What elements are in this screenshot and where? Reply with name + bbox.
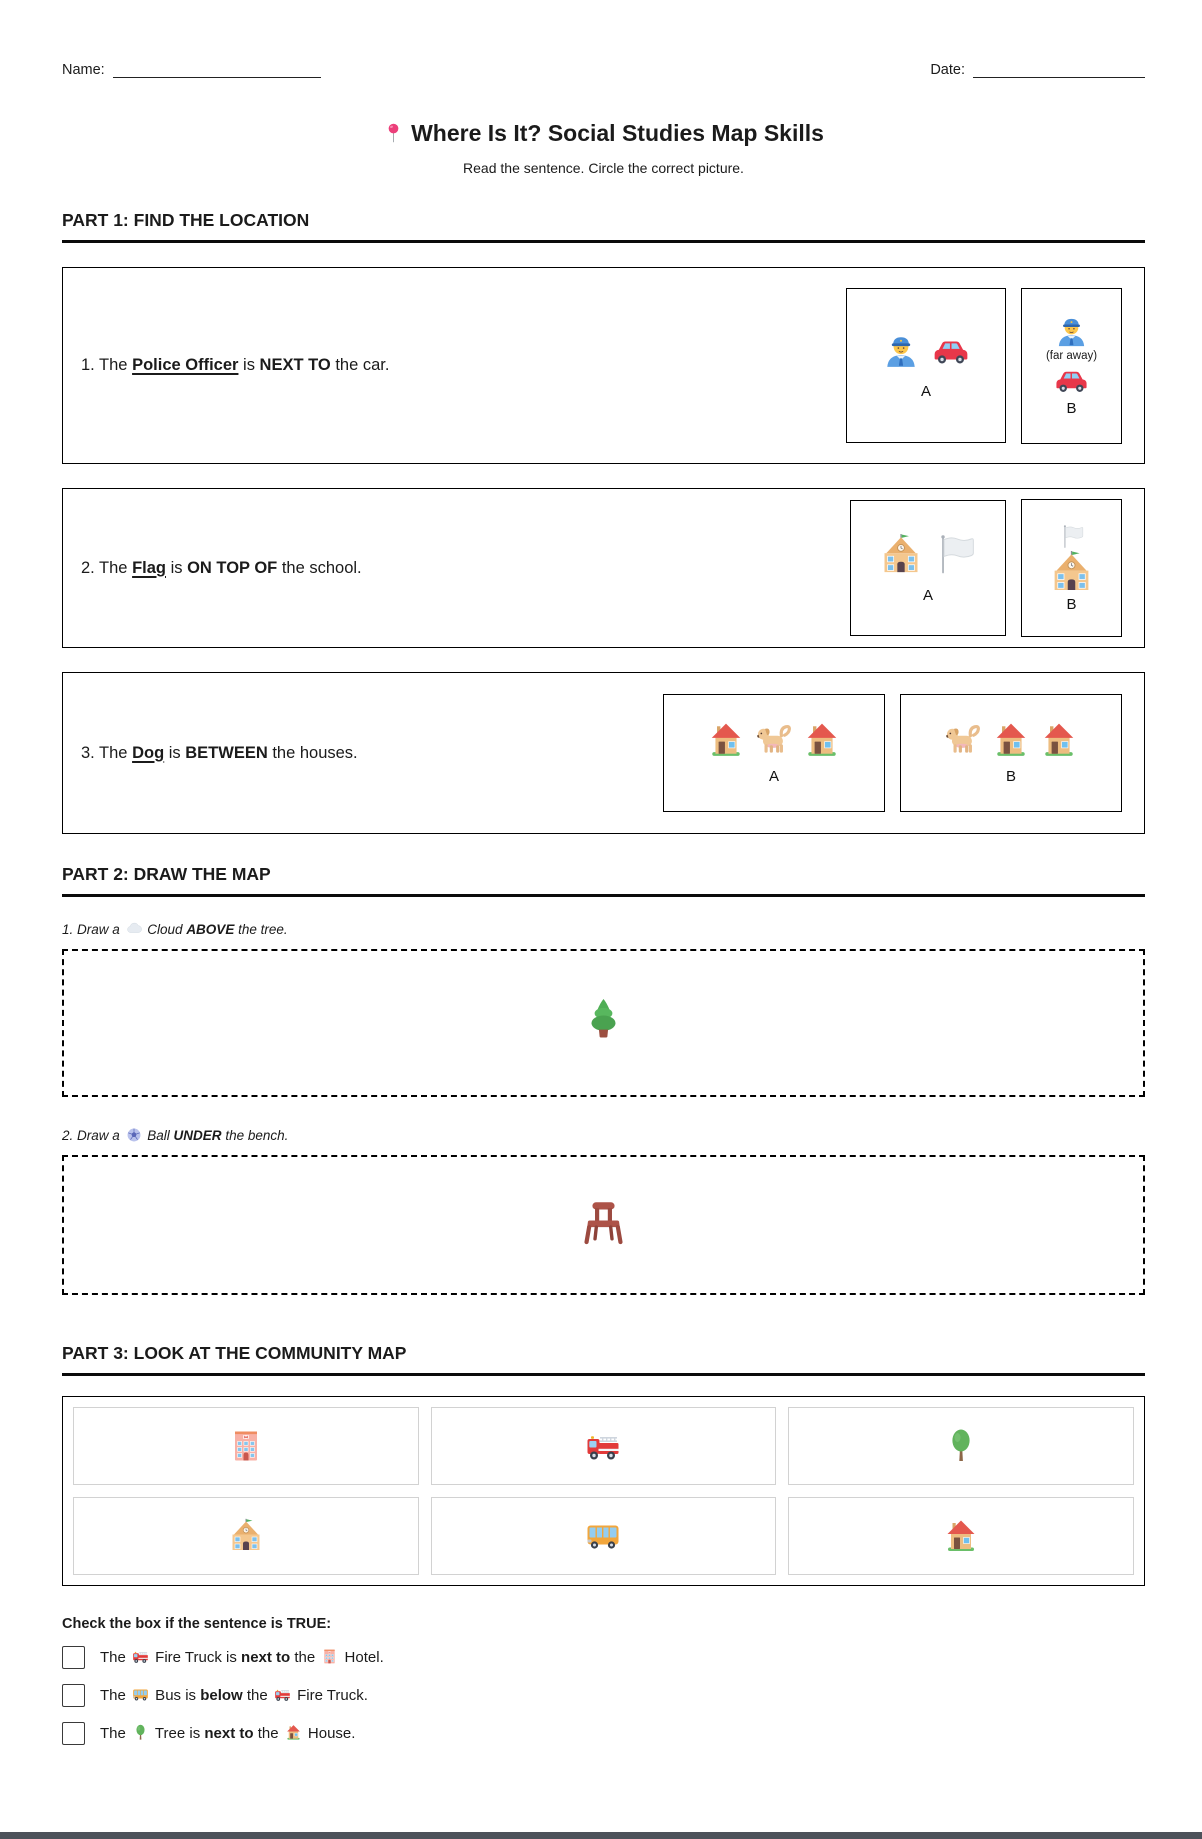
option-icons xyxy=(1054,314,1089,349)
school-icon xyxy=(879,533,923,577)
chair-icon xyxy=(580,1199,627,1246)
option-icons xyxy=(882,332,970,370)
map-cell-school xyxy=(73,1497,419,1575)
hotel-icon xyxy=(321,1648,338,1665)
option-label: B xyxy=(1005,768,1016,785)
dog-icon xyxy=(755,721,793,759)
question-2-option-a[interactable] xyxy=(850,500,1006,636)
map-cell-fire-truck xyxy=(431,1407,777,1485)
white-flag-icon xyxy=(1059,524,1085,550)
car-icon xyxy=(932,332,970,370)
question-2 xyxy=(62,488,1145,648)
date-field xyxy=(930,62,1145,78)
house-icon xyxy=(285,1724,302,1741)
dog-icon xyxy=(944,721,982,759)
option-icons xyxy=(1054,363,1089,398)
title-pin-wrap xyxy=(383,120,411,146)
question-2-options xyxy=(850,499,1122,637)
deciduous-tree-icon xyxy=(132,1724,149,1741)
header-row xyxy=(62,0,1145,78)
school-icon xyxy=(1049,550,1094,595)
option-icons xyxy=(879,533,977,577)
question-3-sentence: 3. The Dog is BETWEEN the houses. xyxy=(81,743,358,762)
part1-heading: PART 1: FIND THE LOCATION xyxy=(62,210,1145,243)
part2-heading: PART 2: DRAW THE MAP xyxy=(62,864,1145,897)
question-3-option-b[interactable] xyxy=(900,694,1122,812)
checklist-item-2 xyxy=(62,1682,1145,1708)
name-input-line[interactable] xyxy=(113,64,321,78)
question-2-sentence: 2. The Flag is ON TOP OF the school. xyxy=(81,558,362,577)
draw-area-2[interactable] xyxy=(62,1155,1145,1295)
map-cell-tree xyxy=(788,1407,1134,1485)
option-icons xyxy=(1049,550,1094,595)
draw-area-1-subject xyxy=(580,997,627,1049)
option-label: A xyxy=(768,768,779,785)
question-1-option-b[interactable] xyxy=(1021,288,1122,444)
window-bottom-edge xyxy=(0,1832,1202,1839)
checklist-item-1 xyxy=(62,1644,1145,1670)
checklist-sentence-1: The Fire Truck is next to the Hotel. xyxy=(100,1649,384,1666)
option-label: B xyxy=(1066,400,1077,417)
checklist-item-3 xyxy=(62,1720,1145,1746)
question-1-sentence: 1. The Police Officer is NEXT TO the car. xyxy=(81,356,390,374)
school-icon xyxy=(228,1518,264,1554)
draw-prompt-2: 2. Draw a Ball UNDER the bench. xyxy=(62,1128,289,1143)
community-map xyxy=(62,1396,1145,1586)
fire-truck-icon xyxy=(132,1648,149,1665)
house-icon xyxy=(992,721,1030,759)
draw-area-2-subject xyxy=(580,1199,627,1251)
house-icon xyxy=(943,1518,979,1554)
deciduous-tree-icon xyxy=(943,1428,979,1464)
far-away-note: (far away) xyxy=(1045,350,1098,362)
fire-truck-icon xyxy=(585,1428,621,1464)
checkbox-3[interactable] xyxy=(62,1722,85,1745)
white-flag-icon xyxy=(933,533,977,577)
page-title-text: Where Is It? Social Studies Map Skills xyxy=(411,120,824,146)
pushpin-icon xyxy=(383,123,404,144)
police-officer-icon xyxy=(1054,314,1089,349)
hotel-icon xyxy=(228,1428,264,1464)
checklist-sentence-3: The Tree is next to the House. xyxy=(100,1725,356,1742)
checklist-heading: Check the box if the sentence is TRUE: xyxy=(62,1616,332,1632)
option-label: A xyxy=(920,382,931,400)
community-map-grid xyxy=(73,1407,1134,1575)
name-field xyxy=(62,62,321,78)
bus-icon xyxy=(132,1686,149,1703)
part3-heading: PART 3: LOOK AT THE COMMUNITY MAP xyxy=(62,1343,1145,1376)
subtitle: Read the sentence. Circle the correct picture. xyxy=(463,160,744,176)
name-label: Name: xyxy=(62,62,105,78)
question-1 xyxy=(62,267,1145,464)
checklist-sentence-2: The Bus is below the Fire Truck. xyxy=(100,1687,368,1704)
ball-icon xyxy=(126,1127,142,1143)
checkbox-2[interactable] xyxy=(62,1684,85,1707)
house-icon xyxy=(803,721,841,759)
cloud-icon xyxy=(126,921,142,937)
fire-truck-icon xyxy=(274,1686,291,1703)
checkbox-1[interactable] xyxy=(62,1646,85,1669)
option-label: A xyxy=(922,586,933,604)
car-icon xyxy=(1054,363,1089,398)
question-3-option-a[interactable] xyxy=(663,694,885,812)
question-1-option-a[interactable] xyxy=(846,288,1006,443)
map-cell-bus xyxy=(431,1497,777,1575)
house-icon xyxy=(707,721,745,759)
map-cell-hotel xyxy=(73,1407,419,1485)
question-3-options xyxy=(663,694,1122,812)
option-icons xyxy=(707,721,841,759)
page-title xyxy=(62,120,1145,147)
date-input-line[interactable] xyxy=(973,64,1145,78)
option-icons xyxy=(1059,524,1085,550)
draw-area-1[interactable] xyxy=(62,949,1145,1097)
police-officer-icon xyxy=(882,332,920,370)
question-1-options xyxy=(846,288,1122,444)
evergreen-tree-icon xyxy=(580,997,627,1044)
bus-icon xyxy=(585,1518,621,1554)
option-label: B xyxy=(1066,595,1077,613)
house-icon xyxy=(1040,721,1078,759)
map-cell-house xyxy=(788,1497,1134,1575)
question-2-option-b[interactable] xyxy=(1021,499,1122,637)
question-3 xyxy=(62,672,1145,834)
date-label: Date: xyxy=(930,62,965,78)
draw-prompt-1: 1. Draw a Cloud ABOVE the tree. xyxy=(62,922,288,937)
option-icons xyxy=(944,721,1078,759)
